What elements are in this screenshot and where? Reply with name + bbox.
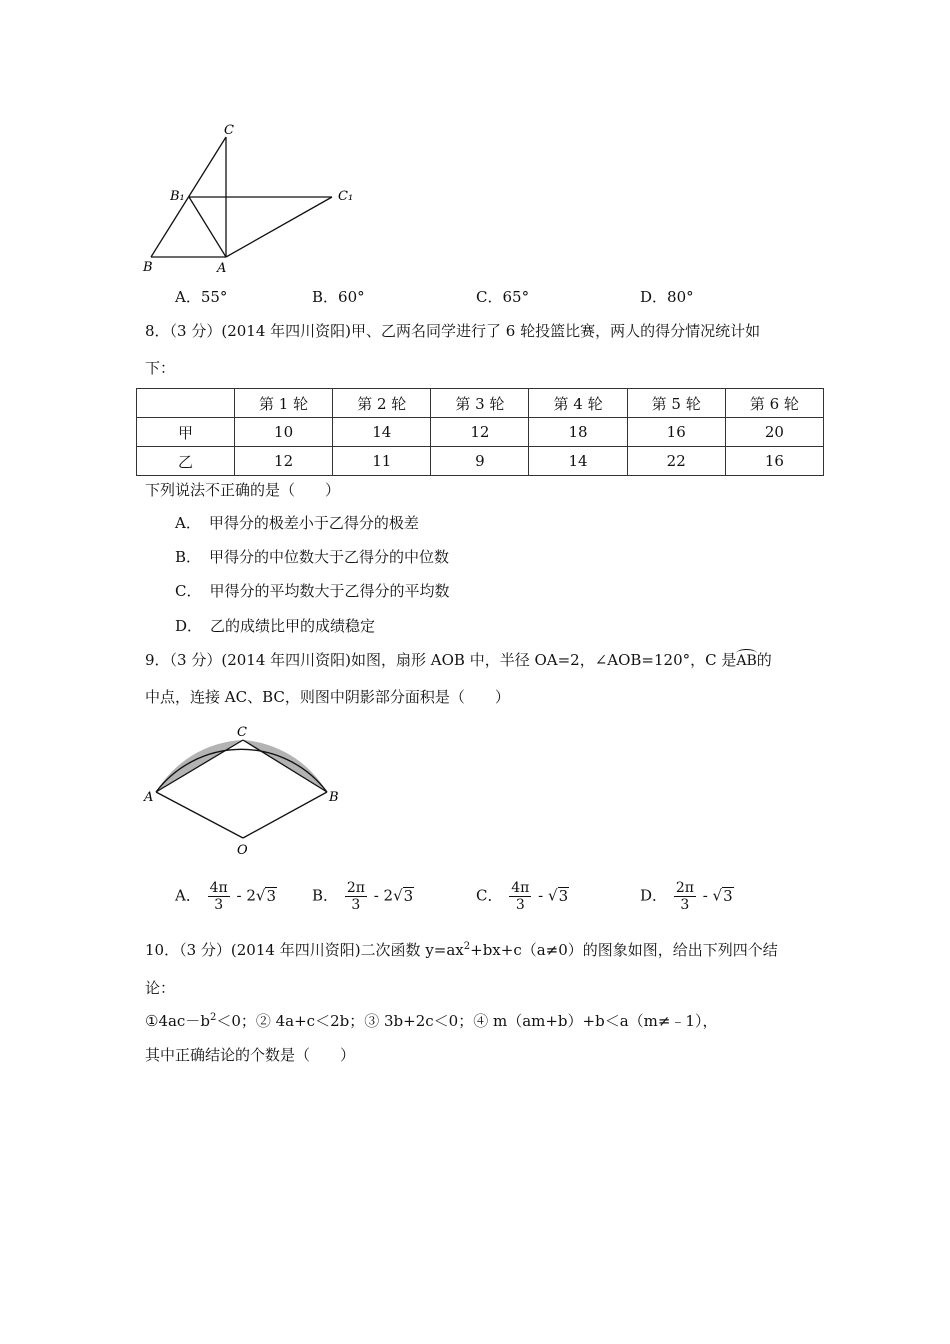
table-cell: 9 [431, 447, 529, 476]
table-header-cell [137, 389, 235, 418]
q7-label-c: C [224, 123, 234, 138]
q8-option-c-key: C． [175, 582, 202, 600]
table-cell: 10 [235, 418, 333, 447]
q8-option-a-key: A． [175, 514, 201, 532]
table-header-cell: 第 3 轮 [431, 389, 529, 418]
q9-option-a-den: 3 [214, 897, 224, 913]
q7-option-b-text: 60° [338, 288, 365, 306]
q8-option-b-text: 甲得分的中位数大于乙得分的中位数 [209, 548, 450, 566]
q9-label-c: C [237, 725, 247, 740]
q7-option-c-key: C． [476, 288, 503, 306]
q9-option-d-fraction [674, 880, 696, 913]
q8-prompt: 下列说法不正确的是（ ） [145, 481, 341, 499]
q9-option-c-den: 3 [515, 897, 525, 913]
q8-stem-line1: 8．（3 分）(2014 年四川资阳)甲、乙两名同学进行了 6 轮投篮比赛，两人的得分情况统计如 [145, 322, 761, 340]
table-cell: 14 [333, 418, 431, 447]
table-cell: 14 [529, 447, 627, 476]
q9-stem-line1 [145, 649, 772, 670]
q9-label-o: O [237, 843, 248, 858]
q10-conditions-post: ＜0；② 4a+c＜2b；③ 3b+2c＜0；④ m（am+b）+b＜a（m≠﹣1）， [216, 1012, 718, 1030]
table-row [137, 418, 824, 447]
q8-option-c-text: 甲得分的平均数大于乙得分的平均数 [209, 582, 450, 600]
table-cell: 22 [627, 447, 725, 476]
q8-option-a [175, 512, 419, 533]
q8-option-d-key: D． [175, 617, 203, 635]
q9-stem-line2: 中点，连接 AC、BC，则图中阴影部分面积是（ ） [145, 688, 510, 706]
q9-option-b-rad: 3 [403, 886, 414, 905]
table-cell: 16 [627, 418, 725, 447]
q9-option-a-fraction [208, 880, 230, 913]
q9-stem-line1-post: 的 [756, 651, 772, 669]
q9-option-d: D． $\frac{2\pi}{3}$ - √3 [640, 880, 733, 913]
table-cell: 12 [235, 447, 333, 476]
q10-conditions [145, 1010, 717, 1031]
q10-stem-line2: 论： [145, 979, 176, 997]
q9-option-c-num: 4π [511, 880, 530, 896]
q9-option-d-den: 3 [680, 897, 690, 913]
q7-option-a-text: 55° [200, 288, 228, 306]
q9-option-c-key: C． [476, 886, 503, 905]
q7-option-a [175, 286, 227, 307]
q7-label-b: B [143, 260, 153, 275]
table-header-cell: 第 1 轮 [235, 389, 333, 418]
q9-option-b-key: B． [312, 886, 339, 905]
q9-arc-ab: AB [736, 653, 757, 669]
q8-stem-line2: 下： [145, 359, 176, 377]
q7-label-c1: C₁ [338, 189, 354, 204]
q9-option-c-rad: 3 [558, 886, 569, 905]
q8-option-d-text: 乙的成绩比甲的成绩稳定 [210, 617, 376, 635]
q10-stem-line1-sup: 2 [463, 941, 471, 952]
q10-conditions-sup: 2 [209, 1012, 217, 1023]
q9-option-b-fraction [345, 880, 367, 913]
table-cell: 16 [725, 447, 823, 476]
q9-option-b-num: 2π [346, 880, 365, 896]
q9-option-c-minus: - [538, 886, 548, 905]
q9-option-c-fraction [509, 880, 531, 913]
q9-option-b: B． $\frac{2\pi}{3}$ - 2√3 [312, 880, 414, 913]
q10-stem-line1 [145, 939, 778, 960]
q7-option-a-key: A． [175, 288, 201, 306]
table-header-cell: 第 4 轮 [529, 389, 627, 418]
q7-option-d-key: D． [640, 288, 668, 306]
table-header-cell: 第 2 轮 [333, 389, 431, 418]
q9-option-a-num: 4π [209, 880, 228, 896]
q9-option-b-den: 3 [351, 897, 361, 913]
table-cell: 12 [431, 418, 529, 447]
q7-option-d [640, 286, 694, 307]
q9-option-a-minus: - 2 [236, 886, 256, 905]
q8-option-c [175, 580, 450, 601]
table-header-cell: 第 5 轮 [627, 389, 725, 418]
q9-stem-line1-pre: 9．（3 分）(2014 年四川资阳)如图，扇形 AOB 中，半径 OA=2，∠AOB=120°，C 是 [145, 651, 737, 669]
q9-option-c: C． $\frac{4\pi}{3}$ - √3 [476, 880, 569, 913]
q9-option-d-rad: 3 [723, 886, 733, 905]
q7-option-d-text: 80° [667, 288, 694, 306]
q8-option-b [175, 546, 449, 567]
q9-option-a-key: A． [175, 886, 201, 905]
table-cell: 11 [333, 447, 431, 476]
q8-option-d [175, 615, 375, 636]
q9-option-a: A． $\frac{4\pi}{3}$ - 2√3 [175, 880, 277, 913]
q7-label-a: A [217, 261, 227, 276]
q9-option-d-num: 2π [675, 880, 694, 896]
q9-figure [140, 720, 350, 860]
q10-conditions-pre: ①4ac－b [145, 1012, 210, 1030]
q7-option-b [312, 286, 365, 307]
q8-option-a-text: 甲得分的极差小于乙得分的极差 [208, 514, 419, 532]
q9-option-b-minus: - 2 [373, 886, 394, 905]
table-header-cell: 第 6 轮 [725, 389, 823, 418]
q9-label-b: B [329, 790, 339, 805]
q7-option-c-text: 65° [502, 288, 530, 306]
q9-option-d-minus: - [702, 886, 713, 905]
q8-score-table [136, 388, 824, 476]
table-cell: 18 [529, 418, 627, 447]
table-row [137, 447, 824, 476]
q9-label-a: A [144, 790, 154, 805]
q10-stem-line1-post: +bx+c（a≠0）的图象如图，给出下列四个结 [470, 941, 778, 959]
table-header-row [137, 389, 824, 418]
q7-label-b1: B₁ [170, 189, 185, 204]
table-row-label: 乙 [137, 447, 235, 476]
q8-option-b-key: B． [175, 548, 202, 566]
q9-option-a-rad: 3 [266, 886, 277, 905]
q7-option-b-key: B． [312, 288, 339, 306]
table-row-label: 甲 [137, 418, 235, 447]
q7-figure [140, 120, 370, 280]
q10-prompt: 其中正确结论的个数是（ ） [145, 1046, 356, 1064]
q7-option-c [476, 286, 529, 307]
table-cell: 20 [725, 418, 823, 447]
q9-option-d-key: D． [640, 886, 668, 905]
q10-stem-line1-pre: 10．（3 分）(2014 年四川资阳)二次函数 y=ax [145, 941, 464, 959]
